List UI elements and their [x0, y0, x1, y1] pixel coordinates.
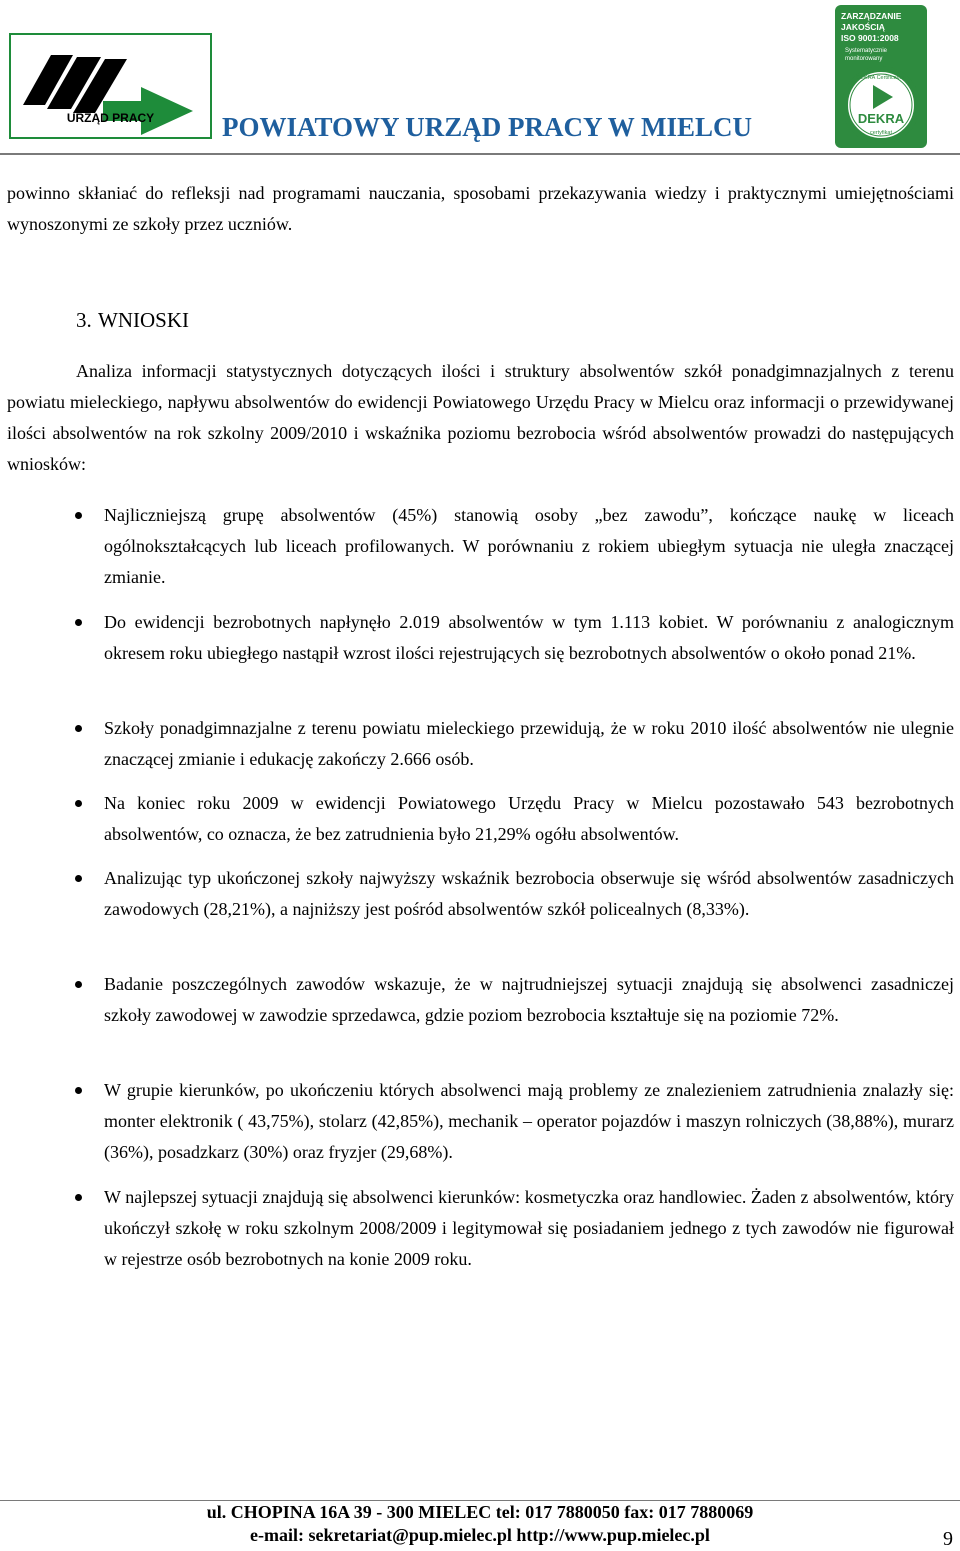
cert-brand: DEKRA — [857, 111, 905, 126]
list-item — [104, 1075, 954, 1168]
list-item-text: Najliczniejszą grupę absolwentów (45%) stanowią osoby „bez zawodu”, kończące naukę w liceach ogólnokształcących lub liceach profilowanych. W porównaniu z rokiem ubiegłym sytuacja nie uległa znaczącej zmianie. — [104, 505, 954, 587]
cert-line3: ISO 9001:2008 — [841, 33, 899, 43]
page-number: 9 — [943, 1528, 953, 1550]
cert-ring: DEKRA Certification — [856, 75, 906, 81]
bullet-icon — [75, 619, 82, 626]
bullet-icon — [75, 800, 82, 807]
list-item — [104, 500, 954, 593]
list-item-text: Na koniec roku 2009 w ewidencji Powiatowego Urzędu Pracy w Mielcu pozostawało 543 bezrobotnych absolwentów, co oznacza, że bez zatrudnienia było 21,29% ogółu absolwentów. — [104, 793, 954, 844]
list-item-text: Analizując typ ukończonej szkoły najwyższy wskaźnik bezrobocia obserwuje się wśród absolwentów zasadniczych zawodowych (28,21%), a najniższy jest pośród absolwentów szkół policealnych (8,33%). — [104, 868, 954, 919]
logo-text: URZĄD PRACY — [66, 111, 155, 125]
bullet-icon — [75, 1087, 82, 1094]
cert-sub: certyfikat — [869, 130, 893, 136]
list-item — [104, 788, 954, 850]
list-item — [104, 1182, 954, 1275]
bullet-icon — [75, 1194, 82, 1201]
bullet-icon — [75, 981, 82, 988]
section-lead — [7, 356, 954, 480]
footer-address: ul. CHOPINA 16A 39 - 300 MIELEC tel: 017 7880050 fax: 017 7880069 — [206, 1502, 754, 1522]
bullet-icon — [75, 875, 82, 882]
cert-line1: ZARZĄDZANIE — [841, 11, 902, 21]
cert-line2: JAKOŚCIĄ — [841, 22, 885, 32]
footer-divider — [0, 1500, 960, 1501]
header-divider — [0, 153, 960, 155]
bullet-icon — [75, 725, 82, 732]
list-item — [104, 713, 954, 775]
bullet-icon — [75, 512, 82, 519]
footer-contact: e-mail: sekretariat@pup.mielec.pl http://www.pup.mielec.pl — [250, 1525, 710, 1545]
page-title: POWIATOWY URZĄD PRACY W MIELCU — [222, 112, 753, 142]
section-heading — [76, 308, 189, 333]
section-number: 3. — [76, 308, 92, 332]
list-item-text: Badanie poszczególnych zawodów wskazuje, że w najtrudniejszej sytuacji znajdują się absolwenci zasadniczej szkoły zawodowej w zawodzie sprzedawca, gdzie poziom bezrobocia kształtuje się na poziomie 72%. — [104, 974, 954, 1025]
section-lead-text: Analiza informacji statystycznych dotyczących ilości i struktury absolwentów szkół ponadgimnazjalnych z terenu powiatu mieleckiego, napływu absolwentów do ewidencji Powiatowego Urzędu Pracy w Mielcu oraz informacji o przewidywanej ilości absolwentów na rok szkolny 2009/2010 i wskaźnika poziomu bezrobocia wśród absolwentów prowadzi do następujących wniosków: — [7, 361, 954, 474]
cert-line5: monitorowany — [845, 56, 883, 62]
list-item — [104, 969, 954, 1031]
section-title: WNIOSKI — [98, 308, 189, 332]
urzad-pracy-logo — [9, 33, 212, 139]
intro-paragraph: powinno skłaniać do refleksji nad programami nauczania, sposobami przekazywania wiedzy i praktycznymi umiejętnościami wynoszonymi ze szkoły przez uczniów. — [7, 183, 954, 234]
cert-line4: Systematycznie — [845, 48, 888, 54]
list-item-text: W najlepszej sytuacji znajdują się absolwenci kierunków: kosmetyczka oraz handlowiec. Żaden z absolwentów, który ukończył szkołę w roku szkolnym 2008/2009 i legitymował się posiadaniem jednego z tych zawodów nie figurował w rejestrze osób bezrobotnych na konie 2009 roku. — [104, 1187, 954, 1269]
list-item-text: W grupie kierunków, po ukończeniu których absolwenci mają problemy ze znalezieniem zatrudnienia znalazły się: monter elektronik ( 43,75%), stolarz (42,85%), mechanik – operator pojazdów i maszyn rolniczych (38,88%), murarz (36%), posadzkarz (30%) oraz fryzjer (29,68%). — [104, 1080, 954, 1162]
list-item — [104, 607, 954, 669]
list-item — [104, 863, 954, 925]
list-item-text: Szkoły ponadgimnazjalne z terenu powiatu mieleckiego przewidują, że w roku 2010 ilość absolwentów nie ulegnie znaczącej zmianie i edukację zakończy 2.666 osób. — [104, 718, 954, 769]
iso-certificate-badge — [835, 5, 927, 148]
list-item-text: Do ewidencji bezrobotnych napłynęło 2.019 absolwentów w tym 1.113 kobiet. W porównaniu z analogicznym okresem roku ubiegłego nastąpił wzrost ilości rejestrujących się bezrobotnych absolwentów o około ponad 21%. — [104, 612, 954, 663]
